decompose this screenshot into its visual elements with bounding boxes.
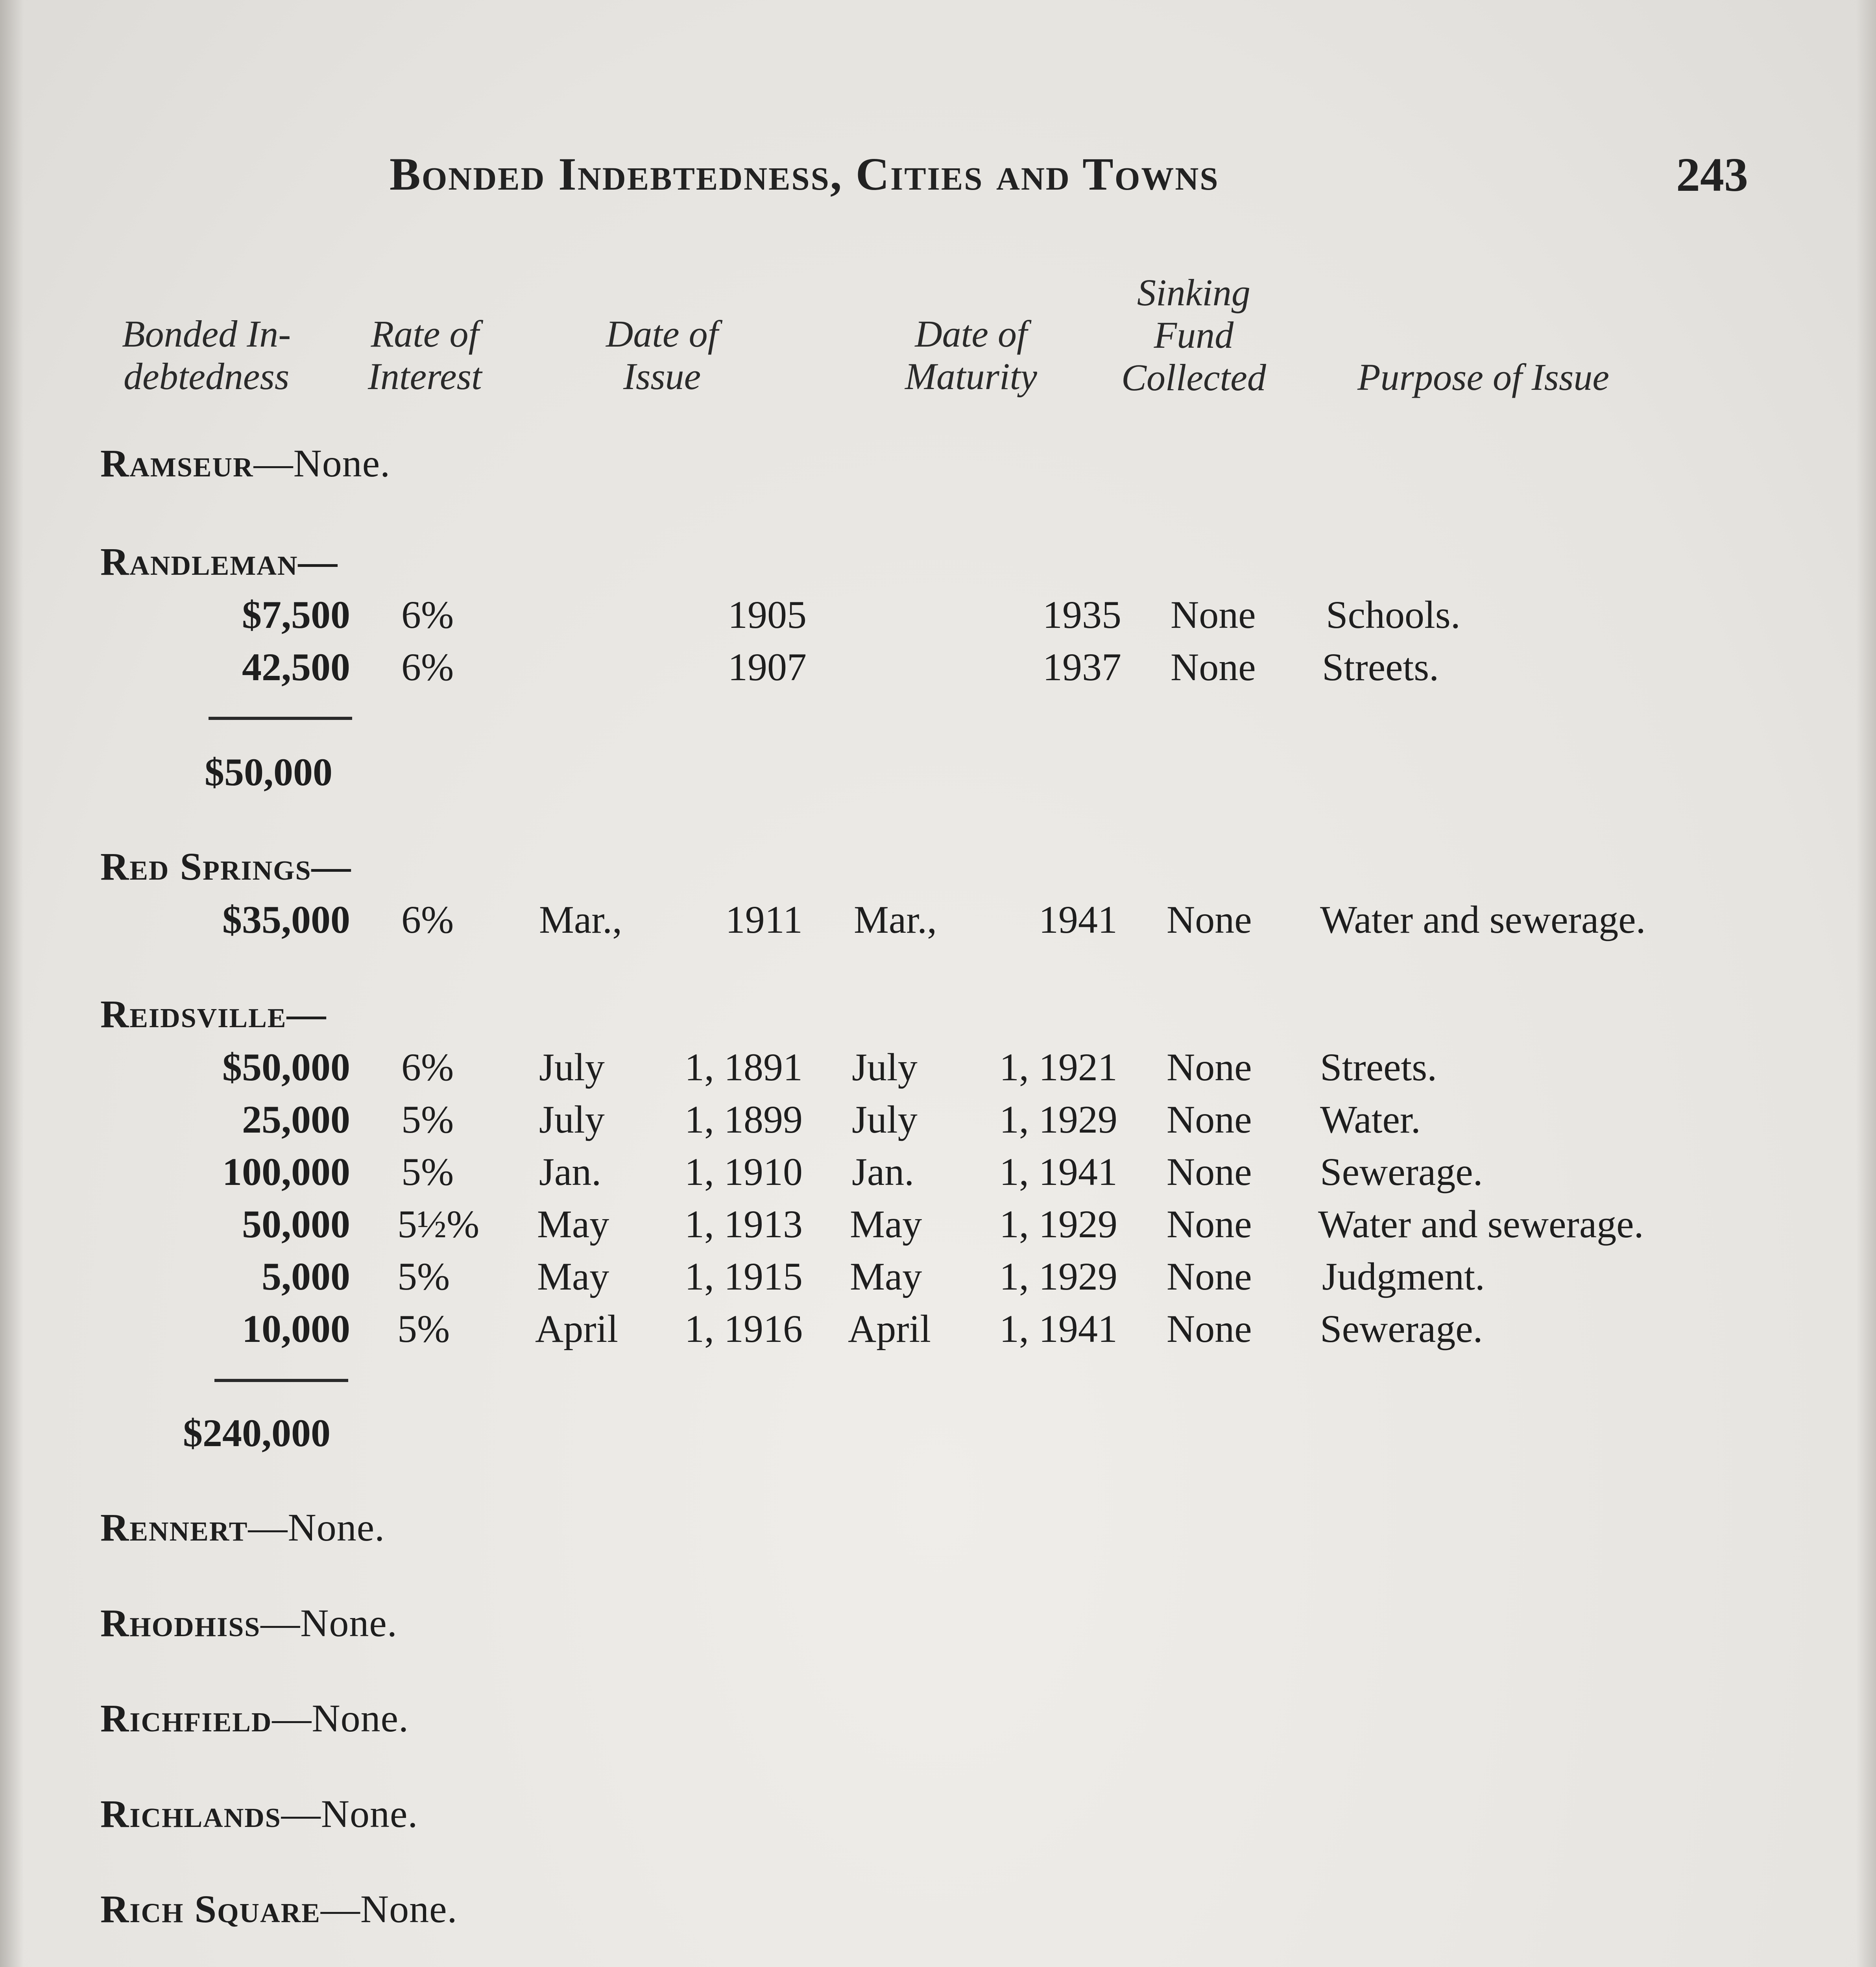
rate: 6%	[401, 645, 454, 689]
amount: 50,000	[242, 1202, 350, 1246]
total-rule	[209, 717, 352, 720]
maturity-year: 1, 1929	[999, 1255, 1117, 1298]
issue-year: 1, 1915	[685, 1255, 803, 1298]
column-header-issue: Date of Issue	[606, 313, 718, 397]
maturity-year: 1, 1929	[999, 1098, 1117, 1141]
issue-month: Mar.,	[539, 898, 622, 941]
amount: 10,000	[242, 1307, 350, 1351]
rate: 5½%	[397, 1202, 480, 1246]
column-header-bonded: Bonded In- debtedness	[122, 313, 291, 397]
page-edge-left	[0, 0, 24, 1967]
city-rich-square: Rich Square—None.	[100, 1887, 458, 1931]
city-ramseur: Ramseur—None.	[100, 441, 391, 485]
city-rhodhiss: Rhodhiss—None.	[100, 1601, 397, 1645]
issue-year: 1, 1913	[685, 1202, 803, 1246]
issue-month: May	[537, 1255, 609, 1298]
sinking-fund: None	[1167, 1098, 1252, 1141]
maturity-year: 1941	[1039, 898, 1117, 941]
maturity-year: 1, 1921	[999, 1045, 1117, 1089]
rate: 5%	[401, 1150, 454, 1194]
sinking-fund: None	[1167, 898, 1252, 941]
maturity-month: July	[852, 1098, 918, 1141]
purpose: Sewerage.	[1320, 1150, 1483, 1194]
column-header-maturity: Date of Maturity	[905, 313, 1037, 397]
city-randleman: Randleman—	[100, 540, 338, 583]
issue-month: April	[535, 1307, 619, 1351]
issue-month: July	[539, 1045, 605, 1089]
total-reidsville: $240,000	[183, 1411, 331, 1455]
purpose: Streets.	[1322, 645, 1439, 689]
maturity-month: Mar.,	[854, 898, 937, 941]
maturity-year: 1, 1929	[999, 1202, 1117, 1246]
city-reidsville: Reidsville—	[100, 992, 327, 1036]
page-edge-right	[1856, 0, 1876, 1967]
issue-year: 1, 1916	[685, 1307, 803, 1351]
issue-year: 1907	[728, 645, 807, 689]
sinking-fund: None	[1167, 1045, 1252, 1089]
city-richlands: Richlands—None.	[100, 1792, 418, 1836]
issue-year: 1, 1910	[685, 1150, 803, 1194]
issue-month: May	[537, 1202, 609, 1246]
maturity-month: May	[850, 1202, 922, 1246]
total-randleman: $50,000	[205, 750, 332, 794]
issue-year: 1905	[728, 593, 807, 637]
column-header-rate: Rate of Interest	[368, 313, 482, 397]
amount: 25,000	[242, 1098, 350, 1141]
issue-year: 1, 1891	[685, 1045, 803, 1089]
page-number: 243	[1676, 148, 1748, 201]
maturity-month: July	[852, 1045, 918, 1089]
purpose: Schools.	[1326, 593, 1461, 637]
sinking-fund: None	[1167, 1307, 1252, 1351]
amount: $35,000	[222, 898, 350, 941]
purpose: Water and sewerage.	[1320, 898, 1646, 941]
rate: 5%	[397, 1255, 450, 1298]
issue-month: July	[539, 1098, 605, 1141]
maturity-year: 1935	[1043, 593, 1121, 637]
amount: 42,500	[242, 645, 350, 689]
purpose: Sewerage.	[1320, 1307, 1483, 1351]
rate: 5%	[401, 1098, 454, 1141]
rate: 6%	[401, 593, 454, 637]
sinking-fund: None	[1167, 1255, 1252, 1298]
sinking-fund: None	[1167, 1150, 1252, 1194]
issue-month: Jan.	[539, 1150, 602, 1194]
maturity-year: 1, 1941	[999, 1150, 1117, 1194]
purpose: Judgment.	[1322, 1255, 1485, 1298]
column-header-purpose: Purpose of Issue	[1357, 356, 1609, 398]
maturity-month: April	[848, 1307, 931, 1351]
total-rule	[214, 1379, 348, 1382]
maturity-year: 1937	[1043, 645, 1121, 689]
maturity-month: Jan.	[852, 1150, 914, 1194]
purpose: Water.	[1320, 1098, 1421, 1141]
amount: $50,000	[222, 1045, 350, 1089]
purpose: Streets.	[1320, 1045, 1437, 1089]
page-title: Bonded Indebtedness, Cities and Towns	[390, 148, 1219, 200]
sinking-fund: None	[1171, 645, 1256, 689]
maturity-month: May	[850, 1255, 922, 1298]
rate: 5%	[397, 1307, 450, 1351]
city-red-springs: Red Springs—	[100, 845, 352, 888]
rate: 6%	[401, 1045, 454, 1089]
column-header-sinking-fund: Sinking Fund Collected	[1121, 271, 1266, 399]
issue-year: 1911	[725, 898, 803, 941]
rate: 6%	[401, 898, 454, 941]
city-richfield: Richfield—None.	[100, 1696, 409, 1740]
issue-year: 1, 1899	[685, 1098, 803, 1141]
city-rennert: Rennert—None.	[100, 1506, 385, 1549]
sinking-fund: None	[1171, 593, 1256, 637]
amount: $7,500	[242, 593, 350, 637]
maturity-year: 1, 1941	[999, 1307, 1117, 1351]
amount: 100,000	[222, 1150, 350, 1194]
sinking-fund: None	[1167, 1202, 1252, 1246]
purpose: Water and sewerage.	[1318, 1202, 1644, 1246]
amount: 5,000	[262, 1255, 350, 1298]
